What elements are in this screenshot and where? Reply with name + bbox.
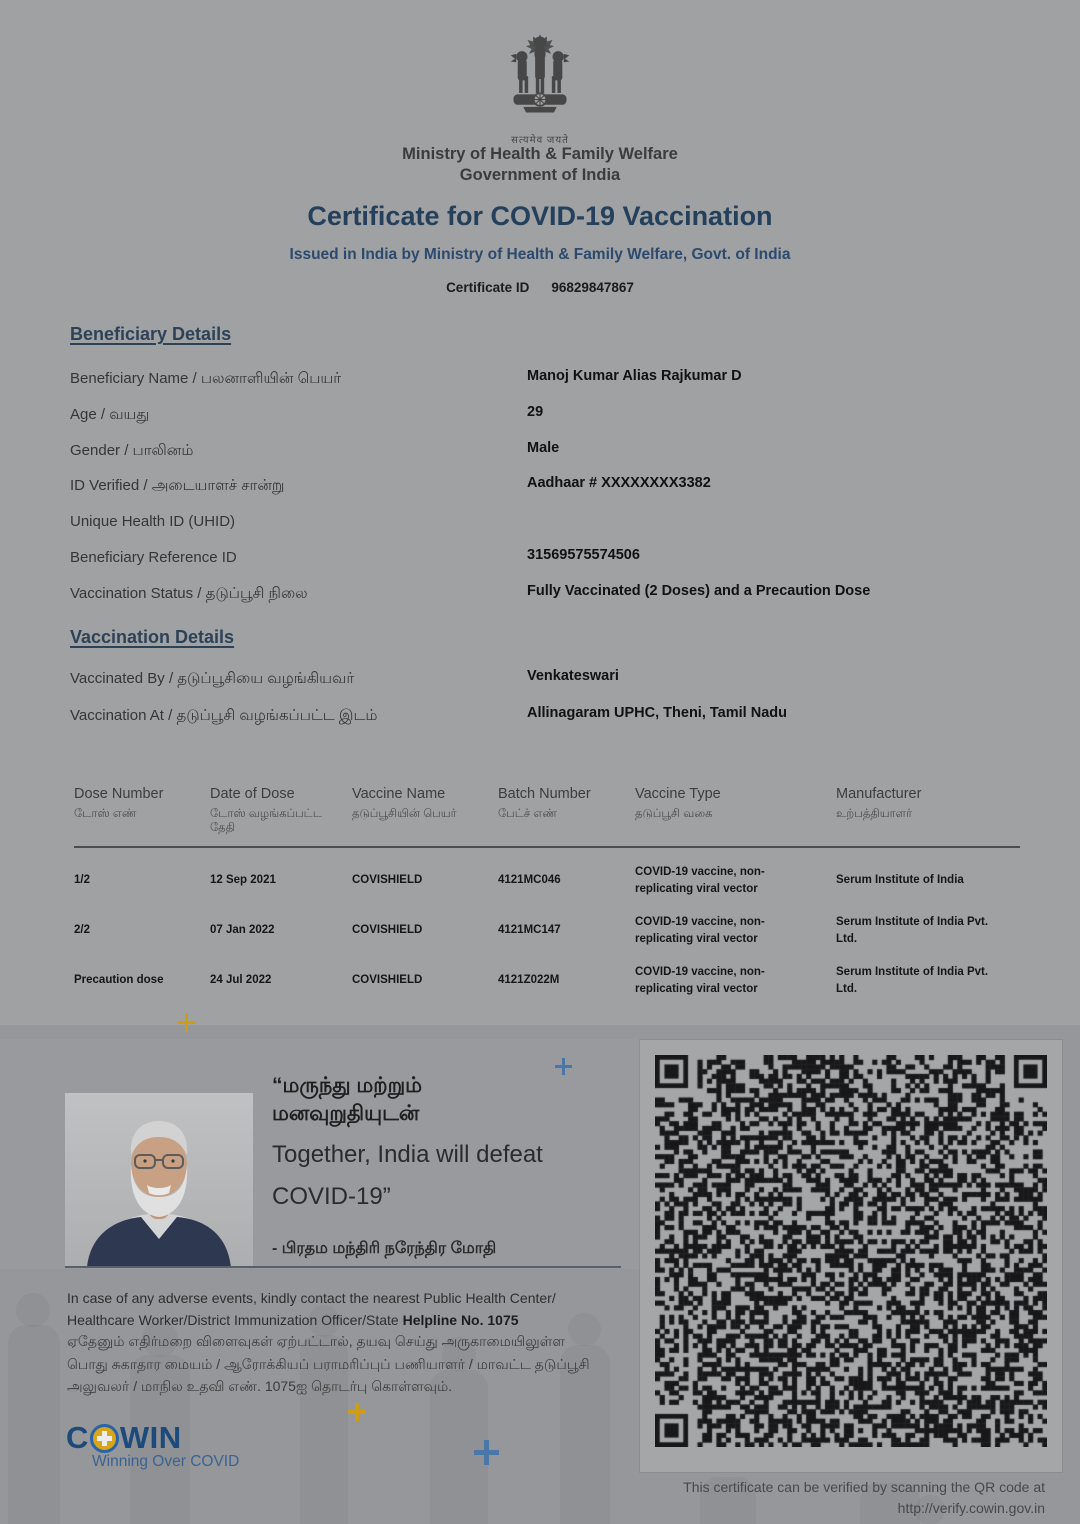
cowin-logo-c: C	[66, 1420, 89, 1455]
row-label: Gender / பாலினம்	[70, 441, 194, 459]
cell-dose-number: 1/2	[74, 874, 90, 887]
qr-caption-line2: http://verify.cowin.gov.in	[897, 1500, 1045, 1516]
col-header-ta: தடுப்பூசியின் பெயர்	[352, 808, 457, 820]
beneficiary-row	[70, 434, 1020, 470]
qr-code	[655, 1055, 1047, 1447]
row-value: Venkateswari	[527, 668, 619, 684]
quote-tamil-line1: “மருந்து மற்றும்	[272, 1074, 423, 1097]
ministry-heading	[0, 144, 1080, 186]
dose-row-3	[74, 956, 1020, 1006]
adverse-en-line1: In case of any adverse events, kindly contact the nearest Public Health Center/	[67, 1290, 556, 1306]
qr-panel	[640, 1040, 1062, 1472]
ministry-line2: Government of India	[459, 166, 621, 185]
adverse-en-line2: Healthcare Worker/District Immunization Officer/State	[67, 1312, 403, 1329]
ministry-line1: Ministry of Health & Family Welfare	[402, 145, 678, 163]
row-label: Vaccinated By / தடுப்பூசியை வழங்கியவர்	[70, 670, 355, 687]
header-emblem-block	[0, 33, 1080, 146]
cell-vaccine-name: COVISHIELD	[352, 924, 423, 937]
cell-dose-number: 2/2	[74, 924, 90, 937]
row-label: Vaccination At / தடுப்பூசி வழங்கப்பட்ட இடம்	[70, 707, 378, 724]
pm-photo	[65, 1093, 253, 1267]
col-header-en: Vaccine Name	[352, 786, 446, 802]
row-label: Unique Health ID (UHID)	[70, 513, 236, 531]
quote-attribution: - பிரதம மந்திரி நரேந்திர மோதி	[272, 1240, 497, 1258]
row-value: 29	[527, 403, 544, 420]
plus-icon	[474, 1440, 499, 1465]
cell-date: 12 Sep 2021	[210, 874, 276, 887]
beneficiary-row	[70, 541, 1020, 577]
beneficiary-row	[70, 505, 1020, 541]
certificate-id-value: 96829847867	[551, 280, 634, 295]
row-label: Age / வயது	[70, 405, 150, 423]
cell-manufacturer: Serum Institute of India Pvt. Ltd.	[836, 965, 989, 995]
quote-english-line1: Together, India will defeat	[272, 1141, 543, 1169]
dose-row-1	[74, 856, 1020, 906]
cell-dose-number: Precaution dose	[74, 974, 164, 987]
emblem-caption: सत्यमेव जयते	[511, 135, 569, 146]
qr-caption	[640, 1477, 1045, 1519]
certificate-subtitle: Issued in India by Ministry of Health & Family Welfare, Govt. of India	[289, 246, 791, 263]
vaccination-details-rows	[70, 662, 1020, 736]
col-header-en: Date of Dose	[210, 786, 295, 802]
row-value: Male	[527, 439, 560, 456]
cell-vaccine-type: COVID-19 vaccine, non-replicating viral vector	[635, 915, 765, 945]
cell-vaccine-type: COVID-19 vaccine, non-replicating viral vector	[635, 965, 765, 995]
beneficiary-row	[70, 362, 1020, 398]
vaccination-row	[70, 699, 1020, 736]
row-label: Vaccination Status / தடுப்பூசி நிலை	[70, 584, 308, 602]
quote-block	[272, 1072, 543, 1259]
row-value: Fully Vaccinated (2 Doses) and a Precaution Dose	[527, 582, 871, 599]
cell-date: 07 Jan 2022	[210, 924, 275, 937]
cowin-tagline: Winning Over COVID	[92, 1453, 240, 1470]
plus-icon	[177, 1013, 196, 1032]
adverse-events-note-en	[67, 1287, 582, 1332]
plus-icon	[555, 1058, 572, 1075]
row-label: ID Verified / அடையாளச் சான்று	[70, 477, 285, 495]
quote-english-line2: COVID-19”	[272, 1183, 391, 1211]
row-label: Beneficiary Reference ID	[70, 548, 237, 566]
dose-table-header	[74, 786, 1020, 836]
row-value: Aadhaar # XXXXXXXX3382	[527, 475, 711, 492]
cell-batch: 4121MC046	[498, 874, 561, 887]
col-header-ta: பேட்ச் எண்	[498, 808, 558, 820]
col-header-en: Manufacturer	[836, 786, 922, 802]
beneficiary-row	[70, 577, 1020, 613]
quote-tamil-line2: மனவுறுதியுடன்	[272, 1101, 420, 1125]
quote-divider	[65, 1266, 621, 1268]
cell-batch: 4121MC147	[498, 924, 561, 937]
certificate-id-row	[0, 280, 1080, 295]
cell-date: 24 Jul 2022	[210, 974, 272, 987]
vaccination-details-heading: Vaccination Details	[70, 627, 235, 647]
cowin-logo	[66, 1420, 182, 1456]
col-header-en: Dose Number	[74, 786, 164, 802]
beneficiary-details-heading: Beneficiary Details	[70, 324, 232, 344]
beneficiary-row	[70, 469, 1020, 505]
helpline-number: Helpline No. 1075	[402, 1312, 519, 1329]
row-value: Allinagaram UPHC, Theni, Tamil Nadu	[527, 705, 787, 721]
cell-vaccine-type: COVID-19 vaccine, non-replicating viral vector	[635, 865, 765, 895]
beneficiary-row	[70, 398, 1020, 434]
cell-manufacturer: Serum Institute of India	[836, 874, 964, 887]
cowin-plus-icon	[90, 1424, 119, 1453]
col-header-en: Vaccine Type	[635, 786, 721, 802]
row-label: Beneficiary Name / பலனாளியின் பெயர்	[70, 370, 342, 387]
beneficiary-details-rows	[70, 362, 1020, 613]
col-header-en: Batch Number	[498, 786, 591, 802]
cowin-logo-win: WIN	[119, 1420, 182, 1455]
row-value: 31569575574506	[527, 546, 640, 563]
plus-icon	[348, 1403, 366, 1421]
cell-manufacturer: Serum Institute of India Pvt. Ltd.	[836, 915, 989, 945]
qr-caption-line1: This certificate can be verified by scanning the QR code at	[683, 1479, 1045, 1495]
certificate-id-label: Certificate ID	[446, 280, 530, 295]
row-value: Manoj Kumar Alias Rajkumar D	[527, 368, 742, 384]
col-header-ta: தடுப்பூசி வகை	[635, 808, 713, 820]
col-header-ta: டோஸ் வழங்கப்பட்ட தேதி	[210, 808, 322, 834]
certificate-title: Certificate for COVID-19 Vaccination	[307, 201, 773, 231]
bottom-banner	[0, 1025, 1080, 1524]
vaccination-row	[70, 662, 1020, 699]
dose-row-2	[74, 906, 1020, 956]
cell-batch: 4121Z022M	[498, 974, 560, 987]
cell-vaccine-name: COVISHIELD	[352, 874, 423, 887]
col-header-ta: டோஸ் எண்	[74, 808, 137, 820]
dose-table	[74, 786, 1020, 1006]
adverse-events-note-ta: ஏதேனும் எதிர்மறை விளைவுகள் ஏற்பட்டால், தயவு செய்து அருகாமையிலுள்ள பொது சுகாதார மையம் / ஆரோக்கியப் பராமரிப்புப் பணியாளர் / மாவட்ட தடுப்பூசி அலுவலர் / மாநில உதவி எண். 1075ஐ தொடர்பு கொள்ளவும்.	[67, 1333, 590, 1395]
col-header-ta: உற்பத்தியாளர்	[836, 808, 912, 820]
cell-vaccine-name: COVISHIELD	[352, 974, 423, 987]
india-emblem-icon	[505, 33, 575, 125]
